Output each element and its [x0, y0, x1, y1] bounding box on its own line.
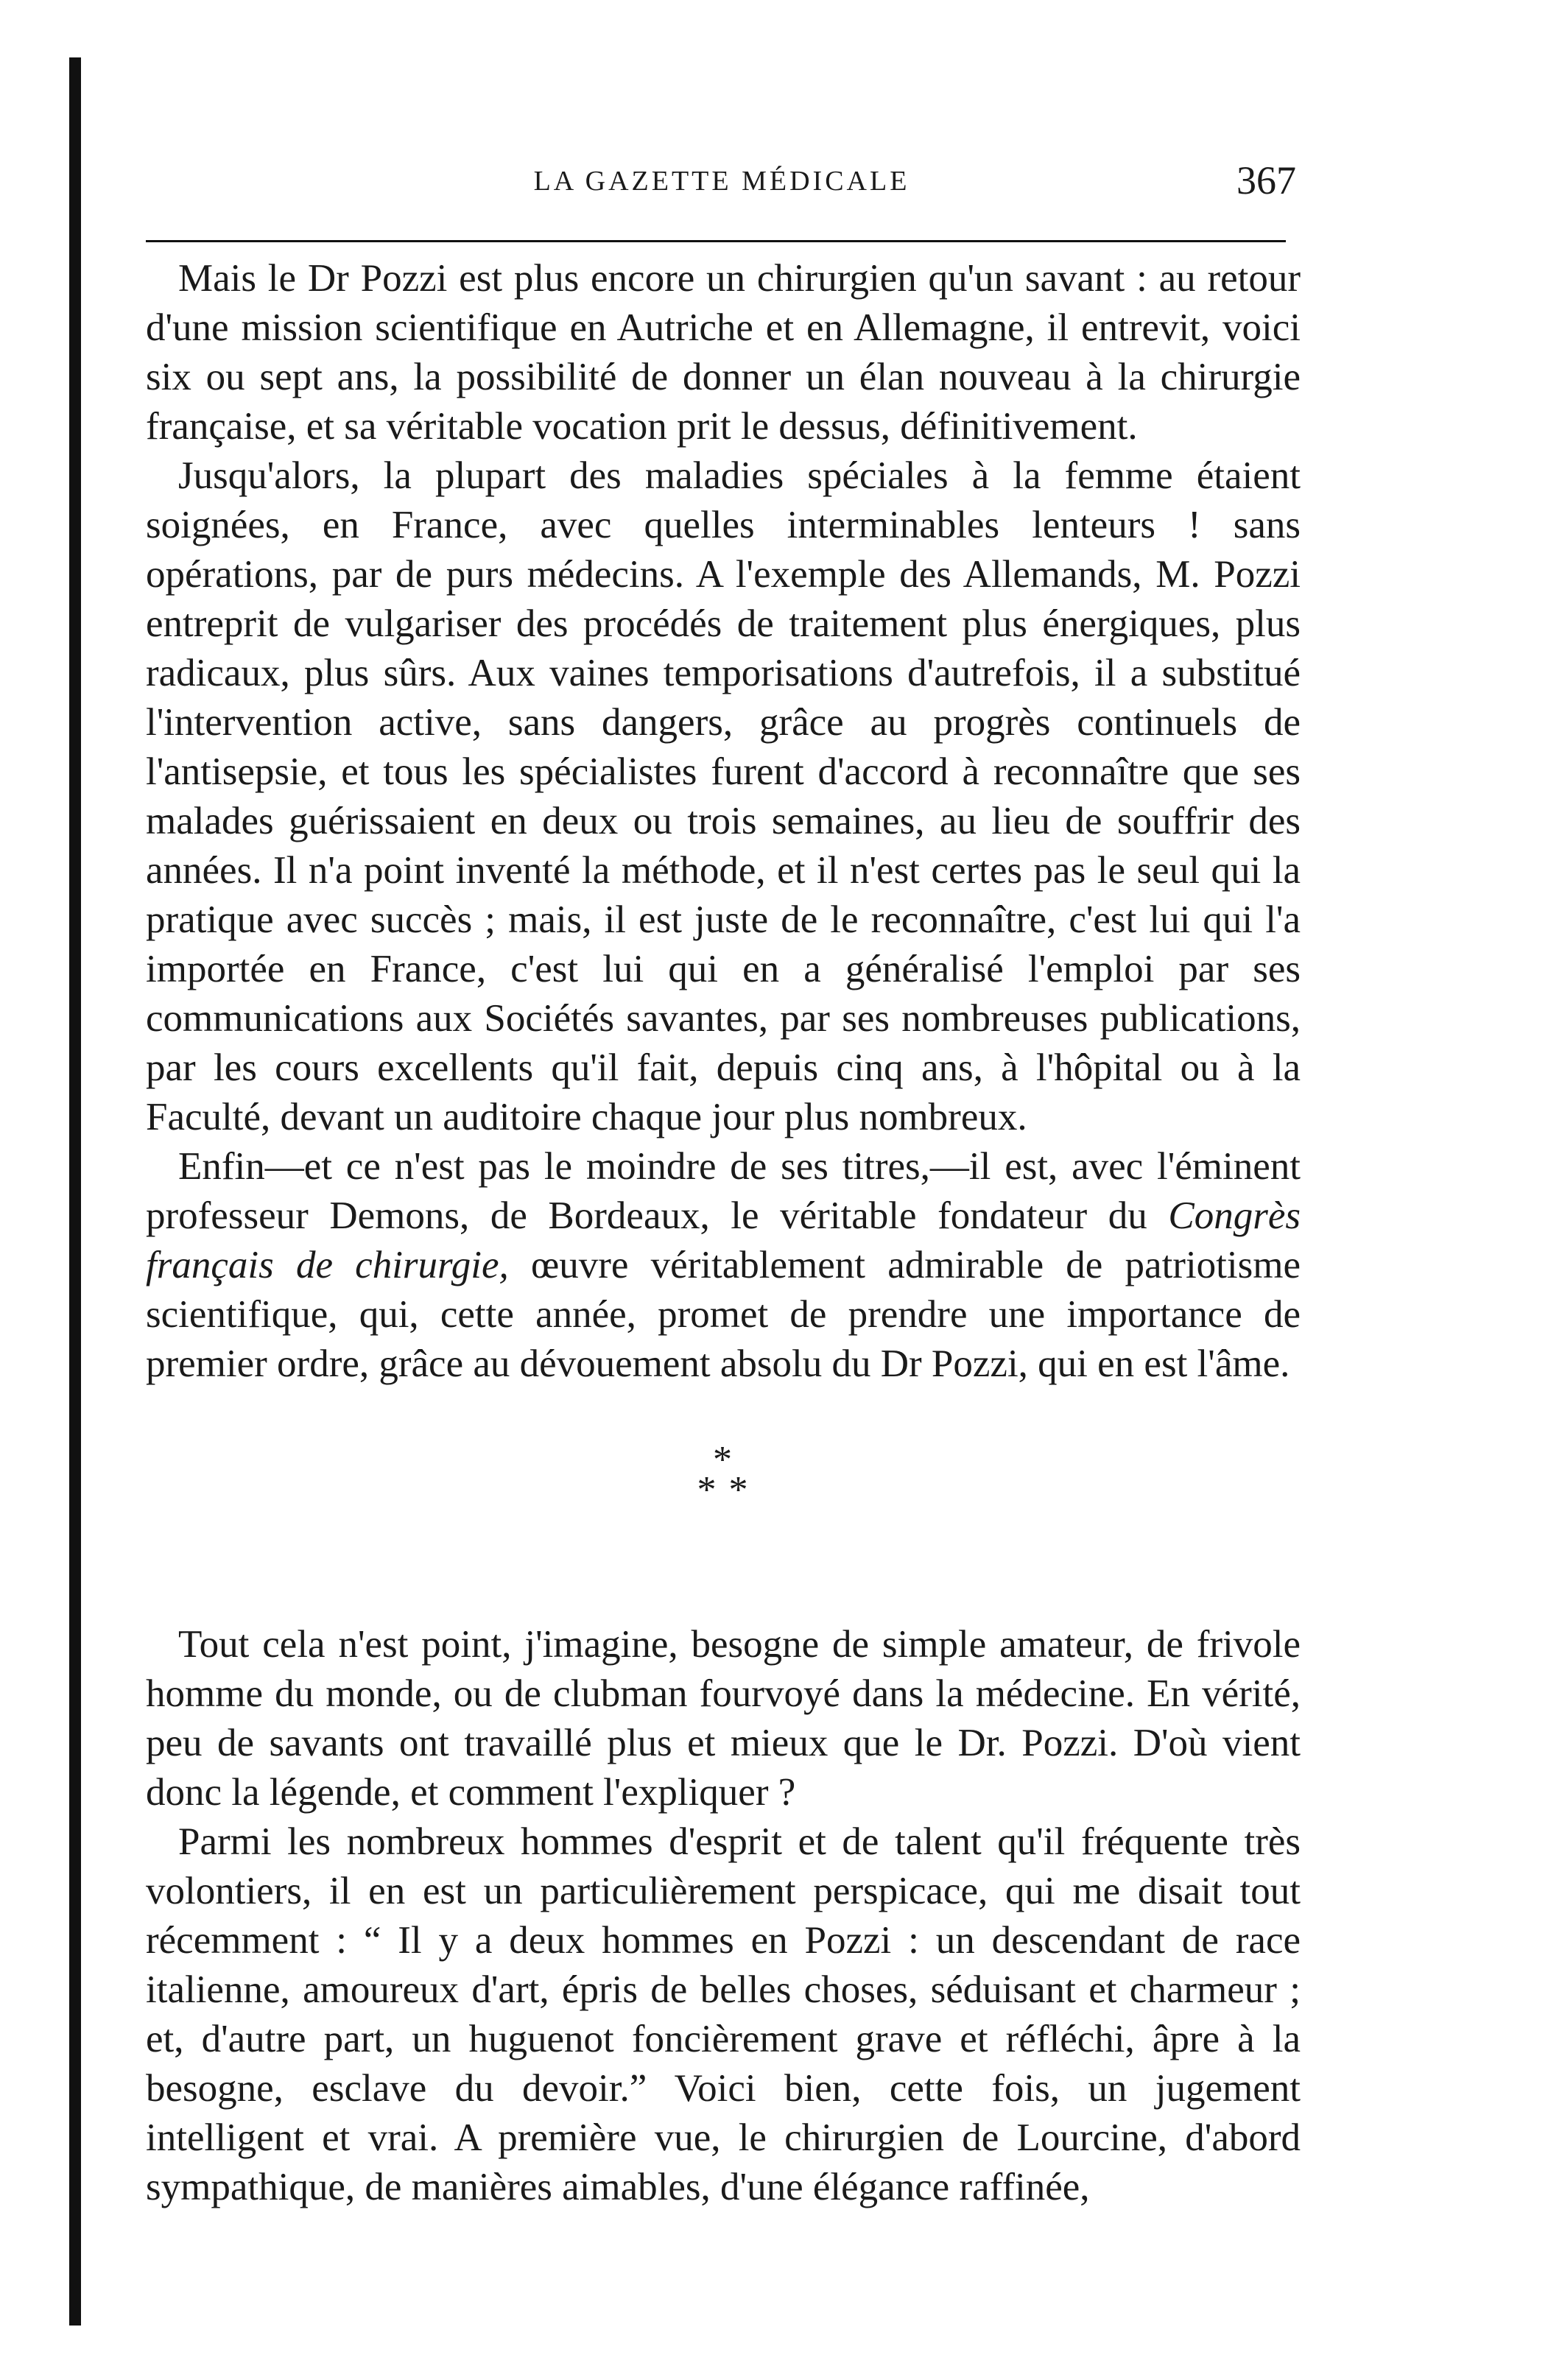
- paragraph-3-text-a: Enfin—et ce n'est pas le moindre de ses titres,—il est, avec l'éminent professeur Demons, de Bordeaux, le véritable fondateur du: [146, 1145, 1301, 1237]
- congress-title: Congrès français de chirurgie,: [146, 1194, 1301, 1286]
- page-header: [147, 155, 1296, 206]
- section-asterism: [146, 1439, 1301, 1511]
- asterism-top: *: [713, 1439, 733, 1481]
- body-text: [146, 254, 1301, 2212]
- running-title: LA GAZETTE MÉDICALE: [533, 166, 910, 197]
- asterism-bottom: * *: [697, 1469, 750, 1511]
- paragraph-1: Mais le Dr Pozzi est plus encore un chirurgien qu'un savant : au retour d'une mission scientifique en Autriche et en Allemagne, il entrevit, voici six ou sept ans, la possibilité de donner un élan nouveau à la chirurgie française, et sa véritable vocation prit le dessus, définitivement.: [146, 257, 1301, 448]
- paragraph-4: Tout cela n'est point, j'imagine, besogne de simple amateur, de frivole homme du monde, ou de clubman fourvoyé dans la médecine. En vérité, peu de savants ont travaillé plus et mieux que le Dr. Pozzi. D'où vient donc la légende, et comment l'expliquer ?: [146, 1623, 1301, 1814]
- header-rule: [146, 240, 1286, 242]
- paragraph-3: [146, 1142, 1301, 1389]
- paragraph-3-text-b: œuvre véritablement admirable de patriotisme scientifique, qui, cette année, promet de prendre une importance de premier ordre, grâce au dévouement absolu du Dr Pozzi, qui en est l'âme.: [146, 1244, 1301, 1385]
- paragraph-5: Parmi les nombreux hommes d'esprit et de talent qu'il fréquente très volontiers, il en est un particulièrement perspicace, qui me disait tout récemment : “ Il y a deux hommes en Pozzi : un descendant de race italienne, amoureux d'art, épris de belles choses, séduisant et charmeur ; et, d'autre part, un huguenot foncièrement grave et réfléchi, âpre à la besogne, esclave du devoir.” Voici bien, cette fois, un jugement intelligent et vrai. A première vue, le chirurgien de Lourcine, d'abord sympathique, de manières aimables, d'une élégance raffinée,: [146, 1820, 1301, 2208]
- page-edge-shadow: [69, 57, 81, 2326]
- page-number: 367: [1236, 158, 1296, 203]
- paragraph-2: Jusqu'alors, la plupart des maladies spéciales à la femme étaient soignées, en France, avec quelles interminables lenteurs ! sans opérations, par de purs médecins. A l'exemple des Allemands, M. Pozzi entreprit de vulgariser des procédés de traitement plus énergiques, plus radicaux, plus sûrs. Aux vaines temporisations d'autrefois, il a substitué l'intervention active, sans dangers, grâce au progrès continuels de l'antisepsie, et tous les spécialistes furent d'accord à reconnaître que ses malades guérissaient en deux ou trois semaines, au lieu de souffrir des années. Il n'a point inventé la méthode, et il n'est certes pas le seul qui la pratique avec succès ; mais, il est juste de le reconnaître, c'est lui qui l'a importée en France, c'est lui qui en a généralisé l'emploi par ses communications aux Sociétés savantes, par ses nombreuses publications, par les cours excellents qu'il fait, depuis cinq ans, à l'hôpital ou à la Faculté, devant un auditoire chaque jour plus nombreux.: [146, 454, 1301, 1138]
